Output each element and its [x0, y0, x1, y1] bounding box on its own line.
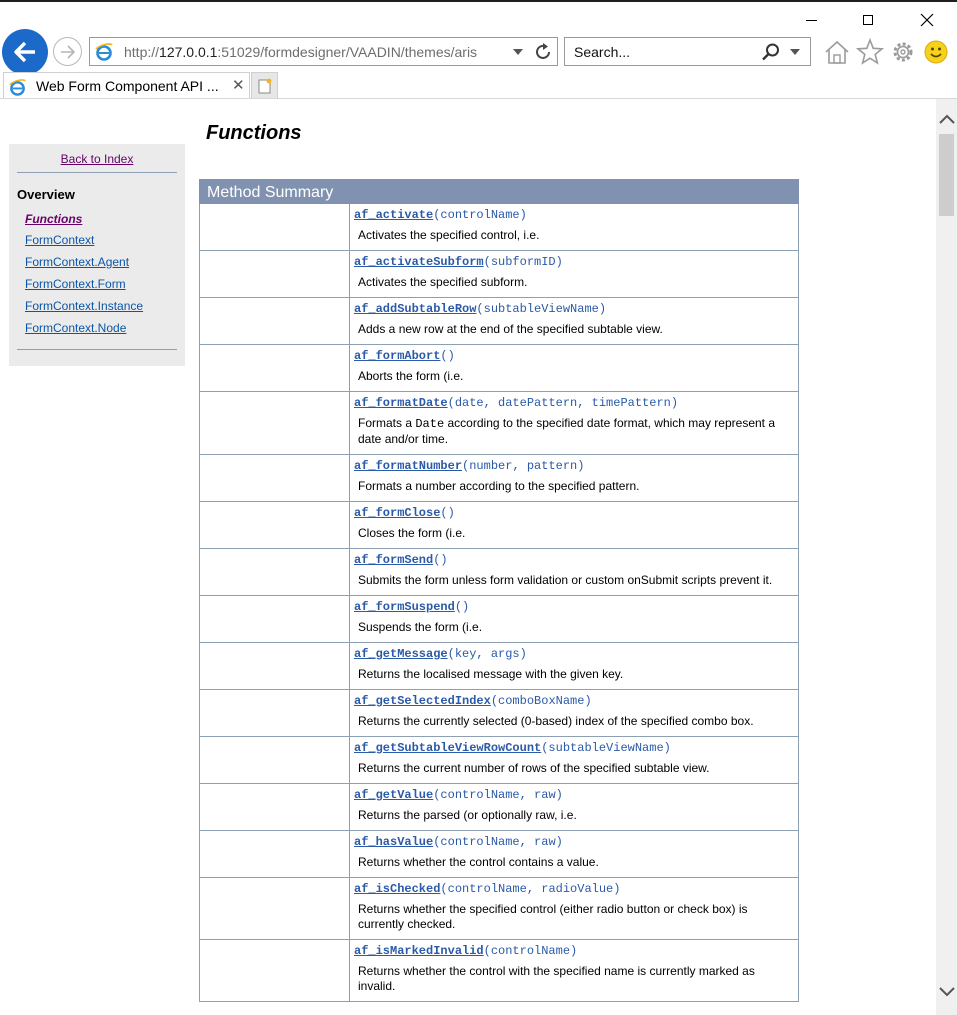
- return-type-cell: [200, 643, 350, 689]
- desc-pre: Formats a: [358, 416, 416, 430]
- method-link[interactable]: af_activateSubform: [354, 255, 484, 269]
- page-viewport: [0, 99, 936, 1015]
- method-cell: [350, 596, 798, 642]
- method-link[interactable]: af_formAbort: [354, 349, 441, 363]
- method-cell: [350, 690, 798, 736]
- method-params: (): [433, 553, 448, 567]
- method-link[interactable]: af_formClose: [354, 506, 441, 520]
- method-description: Returns the localised message with the given key.: [358, 667, 624, 681]
- method-signature: [354, 459, 794, 473]
- return-type-cell: [200, 298, 350, 344]
- method-params: (): [440, 349, 455, 363]
- method-link[interactable]: af_formatDate: [354, 396, 448, 410]
- address-bar[interactable]: [89, 37, 558, 66]
- search-icon[interactable]: [761, 42, 781, 62]
- sidebar-item-formcontext-form[interactable]: FormContext.Form: [25, 277, 126, 291]
- table-row: [199, 298, 799, 345]
- sidebar-item-functions[interactable]: Functions: [25, 212, 83, 226]
- method-signature: [354, 600, 794, 614]
- ie-logo-icon: [95, 43, 113, 61]
- method-cell: [350, 737, 798, 783]
- table-row: [199, 251, 799, 298]
- method-link[interactable]: af_isMarkedInvalid: [354, 944, 484, 958]
- search-dropdown-icon[interactable]: [789, 46, 801, 58]
- return-type-cell: [200, 345, 350, 391]
- minimize-icon[interactable]: [796, 8, 826, 32]
- return-type-cell: [200, 251, 350, 297]
- table-row: [199, 204, 799, 251]
- method-params: (subtableViewName): [541, 741, 671, 755]
- method-cell: [350, 298, 798, 344]
- method-params: (controlName): [433, 208, 527, 222]
- method-link[interactable]: af_getValue: [354, 788, 434, 802]
- settings-gear-icon[interactable]: [889, 38, 917, 66]
- url-host: 127.0.0.1: [159, 44, 218, 60]
- back-to-index-link[interactable]: Back to Index: [60, 152, 134, 166]
- return-type-cell: [200, 878, 350, 939]
- method-cell: [350, 251, 798, 297]
- sidebar: [9, 144, 185, 366]
- method-description: Suspends the form (i.e.: [358, 620, 483, 634]
- method-params: (comboBoxName): [490, 694, 592, 708]
- table-row: [199, 502, 799, 549]
- method-description: [358, 416, 794, 447]
- method-signature: [354, 647, 794, 661]
- method-signature: [354, 694, 794, 708]
- method-link[interactable]: af_getMessage: [354, 647, 448, 661]
- method-signature: [354, 882, 794, 896]
- table-row: [199, 831, 799, 878]
- method-params: (controlName, raw): [433, 788, 563, 802]
- method-signature: [354, 553, 794, 567]
- table-row: [199, 737, 799, 784]
- method-description: Returns whether the control contains a value.: [358, 855, 599, 869]
- return-type-cell: [200, 392, 350, 454]
- return-type-cell: [200, 596, 350, 642]
- method-description: Submits the form unless form validation or custom onSubmit scripts prevent it.: [358, 573, 773, 587]
- table-row: [199, 878, 799, 940]
- return-type-cell: [200, 831, 350, 877]
- maximize-icon[interactable]: [853, 8, 883, 32]
- method-params: (subtableViewName): [476, 302, 607, 316]
- return-type-cell: [200, 737, 350, 783]
- method-link[interactable]: af_formSuspend: [354, 600, 455, 614]
- return-type-cell: [200, 784, 350, 830]
- feedback-smiley-icon[interactable]: [922, 38, 950, 66]
- method-description: Returns whether the specified control (either radio button or check box) is currently checked.: [358, 902, 748, 931]
- tab-close-icon[interactable]: ✕: [232, 77, 245, 94]
- method-description: Closes the form (i.e.: [358, 526, 466, 540]
- table-row: [199, 784, 799, 831]
- method-description: Returns the currently selected (0-based) index of the specified combo box.: [358, 714, 754, 728]
- table-row: [199, 392, 799, 455]
- table-row: [199, 345, 799, 392]
- tab-active[interactable]: [3, 72, 250, 99]
- method-signature: [354, 944, 794, 958]
- method-params: (number, pattern): [462, 459, 585, 473]
- sidebar-divider-bottom: [17, 349, 177, 350]
- method-signature: [354, 835, 794, 849]
- desc-code: Date: [415, 417, 445, 431]
- sidebar-item-formcontext-node[interactable]: FormContext.Node: [25, 321, 127, 335]
- return-type-cell: [200, 690, 350, 736]
- method-signature: [354, 255, 794, 269]
- url-rest: :51029/formdesigner/VAADIN/themes/aris: [217, 44, 478, 60]
- method-cell: [350, 392, 798, 454]
- forward-arrow-icon: [60, 45, 76, 59]
- sidebar-item-formcontext-agent[interactable]: FormContext.Agent: [25, 255, 130, 269]
- method-description: Formats a number according to the specified pattern.: [358, 479, 640, 493]
- dropdown-arrow-icon[interactable]: [512, 46, 524, 58]
- method-description: Aborts the form (i.e.: [358, 369, 464, 383]
- url-text[interactable]: [124, 44, 504, 60]
- back-button[interactable]: [2, 29, 48, 75]
- method-params: (): [454, 600, 470, 614]
- method-cell: [350, 204, 798, 250]
- scroll-down-icon[interactable]: [939, 986, 955, 998]
- new-tab-icon: [258, 78, 272, 94]
- return-type-cell: [200, 549, 350, 595]
- method-cell: [350, 502, 798, 548]
- method-cell: [350, 643, 798, 689]
- table-row: [199, 643, 799, 690]
- vertical-scrollbar[interactable]: [936, 99, 957, 1015]
- return-type-cell: [200, 940, 350, 1001]
- table-row: [199, 690, 799, 737]
- method-params: (controlName, radioValue): [440, 882, 621, 896]
- method-params: (controlName): [483, 944, 578, 958]
- window-top-strip: [0, 0, 957, 2]
- refresh-icon[interactable]: [533, 42, 553, 62]
- search-placeholder[interactable]: Search...: [574, 44, 631, 60]
- search-box[interactable]: [564, 37, 811, 66]
- sidebar-divider-top: [17, 172, 177, 173]
- method-cell: [350, 940, 798, 1001]
- method-params: (subformID): [483, 255, 563, 269]
- method-signature: [354, 302, 794, 316]
- sidebar-item-formcontext[interactable]: FormContext: [25, 233, 95, 247]
- scrollbar-thumb[interactable]: [939, 134, 954, 216]
- method-link[interactable]: af_activate: [354, 208, 434, 222]
- method-cell: [350, 878, 798, 939]
- table-row: [199, 596, 799, 643]
- method-cell: [350, 345, 798, 391]
- method-description: Returns the current number of rows of the specified subtable view.: [358, 761, 710, 775]
- method-link[interactable]: af_getSubtableViewRowCount: [354, 741, 542, 755]
- method-cell: [350, 549, 798, 595]
- method-signature: [354, 208, 794, 222]
- tab-ie-logo-icon: [9, 79, 26, 96]
- method-params: (controlName, raw): [433, 835, 563, 849]
- table-row: [199, 455, 799, 502]
- url-prefix: http://: [124, 44, 160, 60]
- method-description: Returns the parsed (or optionally raw, i.e.: [358, 808, 577, 822]
- method-link[interactable]: af_isChecked: [354, 882, 441, 896]
- method-signature: [354, 396, 794, 410]
- tab-title: Web Form Component API ...: [36, 78, 219, 94]
- method-signature: [354, 349, 794, 363]
- method-description: Activates the specified control, i.e.: [358, 228, 540, 242]
- scroll-up-icon[interactable]: [939, 113, 955, 125]
- forward-button[interactable]: [53, 37, 82, 66]
- sidebar-item-formcontext-instance[interactable]: FormContext.Instance: [25, 299, 144, 313]
- method-params: (date, datePattern, timePattern): [447, 396, 679, 410]
- new-tab-button[interactable]: [251, 72, 278, 98]
- method-signature: [354, 788, 794, 802]
- return-type-cell: [200, 502, 350, 548]
- method-summary-header: Method Summary: [199, 179, 799, 204]
- table-row: [199, 940, 799, 1002]
- table-row: [199, 549, 799, 596]
- method-link[interactable]: af_formatNumber: [354, 459, 463, 473]
- method-params: (): [440, 506, 455, 520]
- method-params: (key, args): [447, 647, 527, 661]
- sidebar-overview-title: Overview: [17, 187, 75, 202]
- close-icon[interactable]: [912, 8, 942, 32]
- return-type-cell: [200, 455, 350, 501]
- method-description: Activates the specified subform.: [358, 275, 528, 289]
- method-link[interactable]: af_formSend: [354, 553, 434, 567]
- return-type-cell: [200, 204, 350, 250]
- method-signature: [354, 741, 794, 755]
- method-link[interactable]: af_addSubtableRow: [354, 302, 477, 316]
- method-link[interactable]: af_getSelectedIndex: [354, 694, 491, 708]
- favorites-star-icon[interactable]: [856, 38, 884, 66]
- method-cell: [350, 831, 798, 877]
- method-description: Adds a new row at the end of the specified subtable view.: [358, 322, 663, 336]
- method-link[interactable]: af_hasValue: [354, 835, 434, 849]
- page-title: Functions: [206, 122, 302, 144]
- method-cell: [350, 784, 798, 830]
- home-icon[interactable]: [823, 38, 851, 66]
- method-cell: [350, 455, 798, 501]
- desc-post: according to the specified date format, which may represent a date and/or time.: [358, 416, 776, 446]
- method-description: Returns whether the control with the specified name is currently marked as invalid.: [358, 964, 755, 993]
- method-signature: [354, 506, 794, 520]
- back-arrow-icon: [13, 41, 37, 63]
- method-summary-table: [199, 179, 799, 1002]
